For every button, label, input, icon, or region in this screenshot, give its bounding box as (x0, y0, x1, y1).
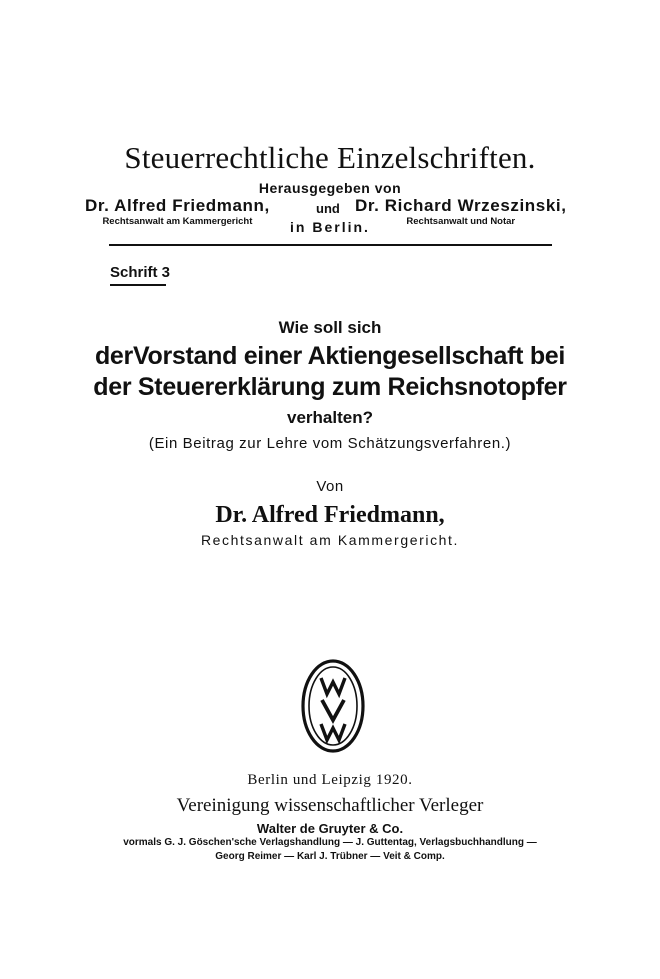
wvw-publisher-emblem-icon (300, 658, 366, 754)
title-line-2: derVorstand einer Aktiengesellschaft bei (94, 342, 566, 370)
imprint-place-year: Berlin und Leipzig 1920. (247, 772, 413, 788)
editors-conjunction: und (316, 201, 340, 216)
imprint-publisher: Vereinigung wissenschaftlicher Verleger (176, 795, 484, 816)
editor-right-role: Rechtsanwalt und Notar (406, 216, 516, 227)
imprint-publisher-firm: Walter de Gruyter & Co. (256, 821, 404, 836)
imprint-formerly-line-1: vormals G. J. Göschen'sche Verlagshandlung — J. Guttentag, Verlagsbuchhandlung — (123, 837, 537, 848)
series-title: Steuerrechtliche Einzelschriften. (124, 140, 536, 175)
editors-place: in Berlin. (290, 219, 370, 235)
volume-label: Schrift 3 (110, 264, 171, 281)
header-rule (109, 244, 552, 246)
title-line-4: verhalten? (287, 408, 373, 427)
imprint-formerly-line-2: Georg Reimer — Karl J. Trübner — Veit & Comp. (215, 851, 445, 862)
by-label: Von (316, 478, 344, 495)
title-line-3: der Steuererklärung zum Reichsnotopfer (93, 373, 567, 401)
editor-right-name: Dr. Richard Wrzeszinski, (355, 196, 567, 215)
author-role: Rechtsanwalt am Kammergericht. (200, 532, 460, 548)
author-name: Dr. Alfred Friedmann, (215, 502, 445, 528)
title-line-1: Wie soll sich (278, 318, 382, 337)
editors-intro: Herausgegeben von (258, 180, 402, 196)
volume-underline (110, 284, 166, 286)
editor-left-role: Rechtsanwalt am Kammergericht (102, 216, 253, 227)
subtitle: (Ein Beitrag zur Lehre vom Schätzungsverfahren.) (148, 435, 512, 452)
editor-left-name: Dr. Alfred Friedmann, (85, 196, 270, 215)
